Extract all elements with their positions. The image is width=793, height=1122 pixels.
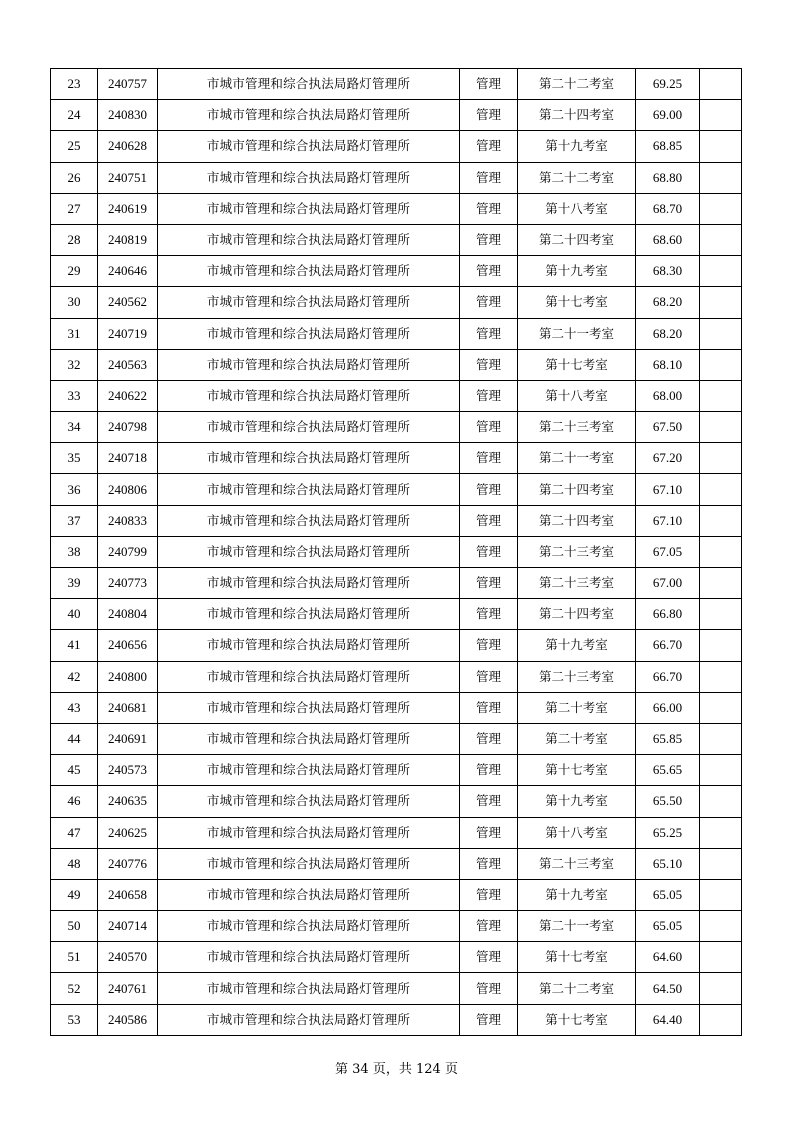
cell-exam-id: 240761 (98, 973, 158, 1004)
cell-note (700, 911, 742, 942)
cell-note (700, 723, 742, 754)
cell-post: 管理 (460, 1004, 518, 1035)
table-row (51, 661, 742, 692)
cell-note (700, 256, 742, 287)
cell-number: 53 (51, 1004, 98, 1035)
cell-number: 42 (51, 661, 98, 692)
cell-number: 25 (51, 131, 98, 162)
footer-page-current: 34 (352, 1062, 369, 1077)
cell-exam-room: 第二十三考室 (518, 568, 636, 599)
score-table (50, 68, 742, 1036)
footer-page-mid: 页，共 (372, 1062, 412, 1077)
cell-unit: 市城市管理和综合执法局路灯管理所 (158, 162, 460, 193)
cell-score: 65.05 (636, 879, 700, 910)
cell-unit: 市城市管理和综合执法局路灯管理所 (158, 848, 460, 879)
cell-post: 管理 (460, 193, 518, 224)
cell-exam-room: 第二十三考室 (518, 412, 636, 443)
cell-post: 管理 (460, 568, 518, 599)
cell-post: 管理 (460, 692, 518, 723)
cell-post: 管理 (460, 443, 518, 474)
cell-exam-room: 第十九考室 (518, 630, 636, 661)
cell-note (700, 412, 742, 443)
cell-number: 29 (51, 256, 98, 287)
cell-exam-id: 240622 (98, 380, 158, 411)
footer-page-suffix: 页 (444, 1062, 458, 1077)
cell-score: 65.10 (636, 848, 700, 879)
cell-exam-id: 240799 (98, 536, 158, 567)
cell-post: 管理 (460, 661, 518, 692)
cell-unit: 市城市管理和综合执法局路灯管理所 (158, 879, 460, 910)
cell-exam-room: 第十八考室 (518, 193, 636, 224)
cell-note (700, 318, 742, 349)
table-row (51, 848, 742, 879)
table-row (51, 287, 742, 318)
cell-number: 30 (51, 287, 98, 318)
cell-exam-id: 240819 (98, 224, 158, 255)
cell-post: 管理 (460, 474, 518, 505)
cell-exam-id: 240800 (98, 661, 158, 692)
cell-unit: 市城市管理和综合执法局路灯管理所 (158, 1004, 460, 1035)
cell-exam-id: 240619 (98, 193, 158, 224)
cell-exam-id: 240718 (98, 443, 158, 474)
cell-note (700, 536, 742, 567)
table-row (51, 193, 742, 224)
cell-post: 管理 (460, 848, 518, 879)
cell-exam-id: 240646 (98, 256, 158, 287)
cell-number: 51 (51, 942, 98, 973)
cell-note (700, 630, 742, 661)
table-row (51, 318, 742, 349)
table-row (51, 568, 742, 599)
cell-score: 65.25 (636, 817, 700, 848)
cell-score: 66.00 (636, 692, 700, 723)
table-row (51, 505, 742, 536)
cell-post: 管理 (460, 131, 518, 162)
cell-exam-room: 第十七考室 (518, 1004, 636, 1035)
table-row (51, 817, 742, 848)
cell-exam-room: 第十七考室 (518, 287, 636, 318)
cell-number: 44 (51, 723, 98, 754)
cell-unit: 市城市管理和综合执法局路灯管理所 (158, 661, 460, 692)
table-row (51, 786, 742, 817)
cell-note (700, 69, 742, 100)
footer-page-total: 124 (416, 1062, 441, 1077)
cell-note (700, 162, 742, 193)
cell-number: 36 (51, 474, 98, 505)
cell-unit: 市城市管理和综合执法局路灯管理所 (158, 973, 460, 1004)
cell-exam-room: 第十九考室 (518, 786, 636, 817)
table-row (51, 1004, 742, 1035)
cell-score: 67.20 (636, 443, 700, 474)
cell-exam-room: 第二十三考室 (518, 848, 636, 879)
cell-score: 65.50 (636, 786, 700, 817)
cell-unit: 市城市管理和综合执法局路灯管理所 (158, 443, 460, 474)
table-row (51, 100, 742, 131)
cell-unit: 市城市管理和综合执法局路灯管理所 (158, 474, 460, 505)
table-row (51, 224, 742, 255)
table-row (51, 131, 742, 162)
cell-note (700, 287, 742, 318)
cell-exam-room: 第十九考室 (518, 879, 636, 910)
cell-number: 28 (51, 224, 98, 255)
cell-exam-id: 240798 (98, 412, 158, 443)
cell-exam-room: 第十八考室 (518, 817, 636, 848)
cell-exam-room: 第二十四考室 (518, 224, 636, 255)
cell-exam-id: 240586 (98, 1004, 158, 1035)
cell-exam-room: 第十七考室 (518, 349, 636, 380)
table-row (51, 630, 742, 661)
cell-unit: 市城市管理和综合执法局路灯管理所 (158, 911, 460, 942)
cell-exam-id: 240751 (98, 162, 158, 193)
cell-note (700, 755, 742, 786)
cell-exam-room: 第二十一考室 (518, 443, 636, 474)
cell-score: 68.20 (636, 318, 700, 349)
cell-unit: 市城市管理和综合执法局路灯管理所 (158, 287, 460, 318)
cell-unit: 市城市管理和综合执法局路灯管理所 (158, 505, 460, 536)
cell-score: 67.10 (636, 474, 700, 505)
cell-exam-id: 240757 (98, 69, 158, 100)
cell-exam-id: 240681 (98, 692, 158, 723)
footer-page-prefix: 第 (335, 1062, 349, 1077)
cell-exam-id: 240833 (98, 505, 158, 536)
cell-post: 管理 (460, 224, 518, 255)
cell-exam-room: 第二十一考室 (518, 318, 636, 349)
cell-number: 35 (51, 443, 98, 474)
table-row (51, 443, 742, 474)
cell-score: 65.05 (636, 911, 700, 942)
cell-post: 管理 (460, 536, 518, 567)
cell-number: 50 (51, 911, 98, 942)
table-row (51, 256, 742, 287)
cell-unit: 市城市管理和综合执法局路灯管理所 (158, 100, 460, 131)
cell-number: 24 (51, 100, 98, 131)
cell-unit: 市城市管理和综合执法局路灯管理所 (158, 536, 460, 567)
cell-number: 41 (51, 630, 98, 661)
cell-number: 34 (51, 412, 98, 443)
cell-exam-id: 240658 (98, 879, 158, 910)
table-row (51, 973, 742, 1004)
cell-post: 管理 (460, 973, 518, 1004)
cell-exam-id: 240563 (98, 349, 158, 380)
cell-exam-id: 240570 (98, 942, 158, 973)
cell-number: 48 (51, 848, 98, 879)
cell-score: 68.30 (636, 256, 700, 287)
table-row (51, 599, 742, 630)
cell-exam-id: 240806 (98, 474, 158, 505)
cell-score: 67.00 (636, 568, 700, 599)
cell-post: 管理 (460, 786, 518, 817)
cell-note (700, 692, 742, 723)
cell-post: 管理 (460, 380, 518, 411)
cell-exam-id: 240804 (98, 599, 158, 630)
cell-post: 管理 (460, 755, 518, 786)
table-row (51, 162, 742, 193)
cell-score: 68.60 (636, 224, 700, 255)
cell-post: 管理 (460, 942, 518, 973)
cell-unit: 市城市管理和综合执法局路灯管理所 (158, 568, 460, 599)
cell-score: 68.70 (636, 193, 700, 224)
cell-note (700, 848, 742, 879)
cell-note (700, 349, 742, 380)
cell-number: 39 (51, 568, 98, 599)
table-row (51, 474, 742, 505)
cell-post: 管理 (460, 817, 518, 848)
cell-exam-room: 第十七考室 (518, 942, 636, 973)
cell-unit: 市城市管理和综合执法局路灯管理所 (158, 256, 460, 287)
cell-note (700, 879, 742, 910)
cell-post: 管理 (460, 100, 518, 131)
table-row (51, 911, 742, 942)
cell-exam-room: 第十九考室 (518, 256, 636, 287)
cell-number: 52 (51, 973, 98, 1004)
cell-post: 管理 (460, 287, 518, 318)
cell-score: 67.50 (636, 412, 700, 443)
cell-note (700, 380, 742, 411)
cell-number: 49 (51, 879, 98, 910)
cell-exam-id: 240656 (98, 630, 158, 661)
cell-score: 64.60 (636, 942, 700, 973)
cell-note (700, 661, 742, 692)
cell-number: 23 (51, 69, 98, 100)
cell-exam-room: 第二十二考室 (518, 162, 636, 193)
cell-number: 45 (51, 755, 98, 786)
cell-note (700, 505, 742, 536)
cell-exam-room: 第二十四考室 (518, 505, 636, 536)
cell-number: 46 (51, 786, 98, 817)
cell-exam-id: 240573 (98, 755, 158, 786)
cell-exam-room: 第二十四考室 (518, 599, 636, 630)
cell-post: 管理 (460, 162, 518, 193)
cell-score: 66.80 (636, 599, 700, 630)
cell-exam-room: 第十七考室 (518, 755, 636, 786)
cell-exam-room: 第十九考室 (518, 131, 636, 162)
cell-unit: 市城市管理和综合执法局路灯管理所 (158, 224, 460, 255)
cell-score: 65.85 (636, 723, 700, 754)
table-row (51, 412, 742, 443)
cell-exam-room: 第二十考室 (518, 692, 636, 723)
cell-unit: 市城市管理和综合执法局路灯管理所 (158, 318, 460, 349)
cell-unit: 市城市管理和综合执法局路灯管理所 (158, 723, 460, 754)
cell-unit: 市城市管理和综合执法局路灯管理所 (158, 131, 460, 162)
cell-unit: 市城市管理和综合执法局路灯管理所 (158, 412, 460, 443)
table-row (51, 69, 742, 100)
cell-score: 68.80 (636, 162, 700, 193)
cell-exam-room: 第二十二考室 (518, 973, 636, 1004)
table-row (51, 536, 742, 567)
page-footer (0, 1058, 793, 1077)
cell-number: 47 (51, 817, 98, 848)
cell-score: 66.70 (636, 630, 700, 661)
cell-score: 67.05 (636, 536, 700, 567)
cell-score: 69.00 (636, 100, 700, 131)
cell-exam-room: 第二十四考室 (518, 474, 636, 505)
cell-note (700, 568, 742, 599)
cell-post: 管理 (460, 505, 518, 536)
cell-exam-id: 240625 (98, 817, 158, 848)
cell-note (700, 131, 742, 162)
cell-exam-room: 第二十三考室 (518, 536, 636, 567)
cell-score: 68.00 (636, 380, 700, 411)
table-row (51, 692, 742, 723)
cell-score: 68.10 (636, 349, 700, 380)
table-body (51, 69, 742, 1036)
cell-exam-id: 240628 (98, 131, 158, 162)
cell-number: 37 (51, 505, 98, 536)
cell-unit: 市城市管理和综合执法局路灯管理所 (158, 817, 460, 848)
cell-exam-room: 第二十考室 (518, 723, 636, 754)
cell-number: 32 (51, 349, 98, 380)
cell-unit: 市城市管理和综合执法局路灯管理所 (158, 599, 460, 630)
cell-score: 69.25 (636, 69, 700, 100)
cell-score: 68.85 (636, 131, 700, 162)
cell-exam-id: 240562 (98, 287, 158, 318)
cell-note (700, 973, 742, 1004)
table-row (51, 380, 742, 411)
cell-exam-room: 第二十四考室 (518, 100, 636, 131)
cell-post: 管理 (460, 911, 518, 942)
cell-post: 管理 (460, 412, 518, 443)
cell-score: 66.70 (636, 661, 700, 692)
cell-exam-id: 240691 (98, 723, 158, 754)
cell-exam-id: 240830 (98, 100, 158, 131)
cell-score: 68.20 (636, 287, 700, 318)
cell-score: 65.65 (636, 755, 700, 786)
cell-note (700, 1004, 742, 1035)
cell-unit: 市城市管理和综合执法局路灯管理所 (158, 755, 460, 786)
cell-unit: 市城市管理和综合执法局路灯管理所 (158, 380, 460, 411)
cell-post: 管理 (460, 256, 518, 287)
cell-unit: 市城市管理和综合执法局路灯管理所 (158, 349, 460, 380)
cell-number: 27 (51, 193, 98, 224)
cell-score: 64.50 (636, 973, 700, 1004)
cell-post: 管理 (460, 599, 518, 630)
cell-post: 管理 (460, 318, 518, 349)
table-row (51, 879, 742, 910)
cell-score: 64.40 (636, 1004, 700, 1035)
cell-note (700, 817, 742, 848)
cell-exam-room: 第二十一考室 (518, 911, 636, 942)
cell-post: 管理 (460, 69, 518, 100)
cell-score: 67.10 (636, 505, 700, 536)
table-row (51, 349, 742, 380)
cell-unit: 市城市管理和综合执法局路灯管理所 (158, 69, 460, 100)
cell-note (700, 474, 742, 505)
cell-unit: 市城市管理和综合执法局路灯管理所 (158, 786, 460, 817)
cell-exam-id: 240719 (98, 318, 158, 349)
cell-exam-room: 第十八考室 (518, 380, 636, 411)
cell-number: 40 (51, 599, 98, 630)
table-row (51, 755, 742, 786)
cell-note (700, 786, 742, 817)
cell-exam-id: 240635 (98, 786, 158, 817)
cell-exam-id: 240773 (98, 568, 158, 599)
cell-exam-room: 第二十三考室 (518, 661, 636, 692)
cell-number: 33 (51, 380, 98, 411)
cell-unit: 市城市管理和综合执法局路灯管理所 (158, 942, 460, 973)
cell-number: 26 (51, 162, 98, 193)
cell-exam-id: 240714 (98, 911, 158, 942)
cell-exam-room: 第二十二考室 (518, 69, 636, 100)
cell-note (700, 942, 742, 973)
cell-number: 31 (51, 318, 98, 349)
cell-number: 38 (51, 536, 98, 567)
cell-note (700, 224, 742, 255)
cell-post: 管理 (460, 349, 518, 380)
cell-note (700, 100, 742, 131)
cell-unit: 市城市管理和综合执法局路灯管理所 (158, 193, 460, 224)
cell-post: 管理 (460, 723, 518, 754)
cell-post: 管理 (460, 879, 518, 910)
cell-note (700, 443, 742, 474)
cell-unit: 市城市管理和综合执法局路灯管理所 (158, 630, 460, 661)
cell-unit: 市城市管理和综合执法局路灯管理所 (158, 692, 460, 723)
table-row (51, 942, 742, 973)
cell-post: 管理 (460, 630, 518, 661)
cell-note (700, 193, 742, 224)
cell-number: 43 (51, 692, 98, 723)
cell-note (700, 599, 742, 630)
cell-exam-id: 240776 (98, 848, 158, 879)
table-row (51, 723, 742, 754)
